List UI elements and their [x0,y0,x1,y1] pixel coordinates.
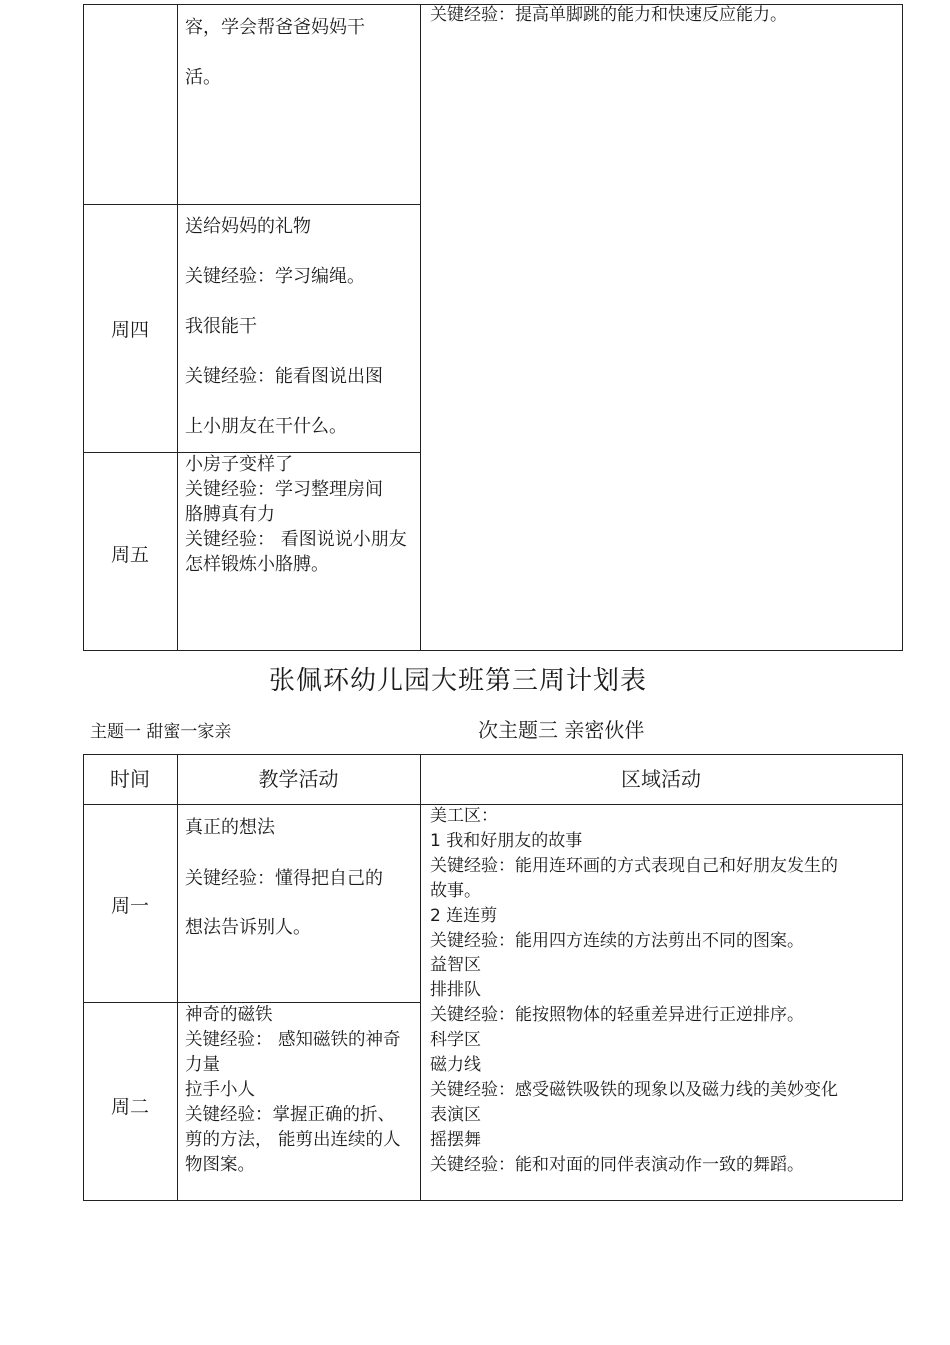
activity-line: 关键经验：能看图说出图 [185,366,383,387]
day-label: 周四 [110,319,149,341]
activity-line: 送给妈妈的礼物 [185,216,311,237]
region-line: 摇摆舞 [430,1129,481,1150]
table1-bottom-border [83,650,903,651]
activity-line: 上小朋友在干什么。 [185,416,347,437]
region-line: 关键经验：能用四方连续的方法剪出不同的图案。 [430,930,804,951]
region-line: 排排队 [430,980,481,1001]
region-line: 关键经验：感受磁铁吸铁的现象以及磁力线的美妙变化 [430,1079,838,1100]
activity-cell [185,15,415,91]
table1-col-divider [177,4,178,651]
activity-line: 关键经验： 感知磁铁的神奇 [185,1030,401,1050]
activity-line: 活。 [185,67,221,88]
activity-line: 关键经验： 看图说说小朋友 [185,529,407,550]
activity-line: 想法告诉别人。 [185,917,311,938]
region-line: 科学区 [430,1030,481,1051]
activity-line: 关键经验：掌握正确的折、 [185,1105,395,1125]
region-line: 磁力线 [430,1055,481,1076]
region-line: 表演区 [430,1104,481,1125]
activity-line: 神奇的磁铁 [185,1005,273,1025]
day-label: 周二 [110,1096,149,1118]
header-region: 区域活动 [621,767,701,791]
activity-line: 胳膊真有力 [185,504,275,525]
day-label: 周五 [110,544,149,566]
region-line: 关键经验：能用连环画的方式表现自己和好朋友发生的 [430,855,838,876]
table1-right-border [902,4,903,651]
header-teaching: 教学活动 [258,767,339,791]
header-time: 时间 [110,767,150,791]
activity-cell [185,214,415,440]
region-line: 美工区： [430,806,498,826]
table2-col-divider [420,754,421,1201]
activity-line: 力量 [185,1055,220,1075]
sub-theme-label: 次主题三 亲密伙伴 [478,718,645,742]
page-title: 张佩环幼儿园大班第三周计划表 [268,666,647,696]
table2-col-divider [177,754,178,1201]
table1-col-divider [420,4,421,651]
activity-line: 拉手小人 [185,1080,255,1100]
day-label: 周一 [110,895,149,917]
region-line: 益智区 [430,955,481,976]
region-line: 关键经验：能和对面的同伴表演动作一致的舞蹈。 [430,1154,804,1175]
activity-line: 物图案。 [185,1155,255,1175]
region-line: 关键经验：能按照物体的轻重差异进行正逆排序。 [430,1005,804,1026]
activity-line: 关键经验：学习编绳。 [185,266,365,287]
theme-label: 主题一 甜蜜一家亲 [90,722,232,742]
activity-line: 我很能干 [185,316,257,337]
table2-right-border [902,754,903,1201]
activity-line: 怎样锻炼小胳膊。 [185,554,329,575]
activity-line: 真正的想法 [185,817,275,838]
region-line: 1 我和好朋友的故事 [430,830,583,851]
table2-bottom-border [83,1200,903,1201]
activity-line: 小房子变样了 [185,454,293,475]
region-line: 2 连连剪 [430,905,498,926]
region-line: 关键经验：提高单脚跳的能力和快速反应能力。 [430,5,787,25]
activity-cell [185,815,415,941]
activity-cell [185,1003,415,1178]
region-line: 故事。 [430,880,481,901]
activity-line: 关键经验：学习整理房间 [185,479,383,500]
region-cell [430,4,900,26]
table1-row-divider [83,204,420,205]
activity-line: 关键经验：懂得把自己的 [185,868,383,889]
region-cell [430,804,900,1178]
table2-left-border [83,754,84,1201]
activity-line: 容，学会帮爸爸妈妈干 [185,17,365,38]
activity-cell [185,452,415,577]
activity-line: 剪的方法， 能剪出连续的人 [185,1130,401,1150]
